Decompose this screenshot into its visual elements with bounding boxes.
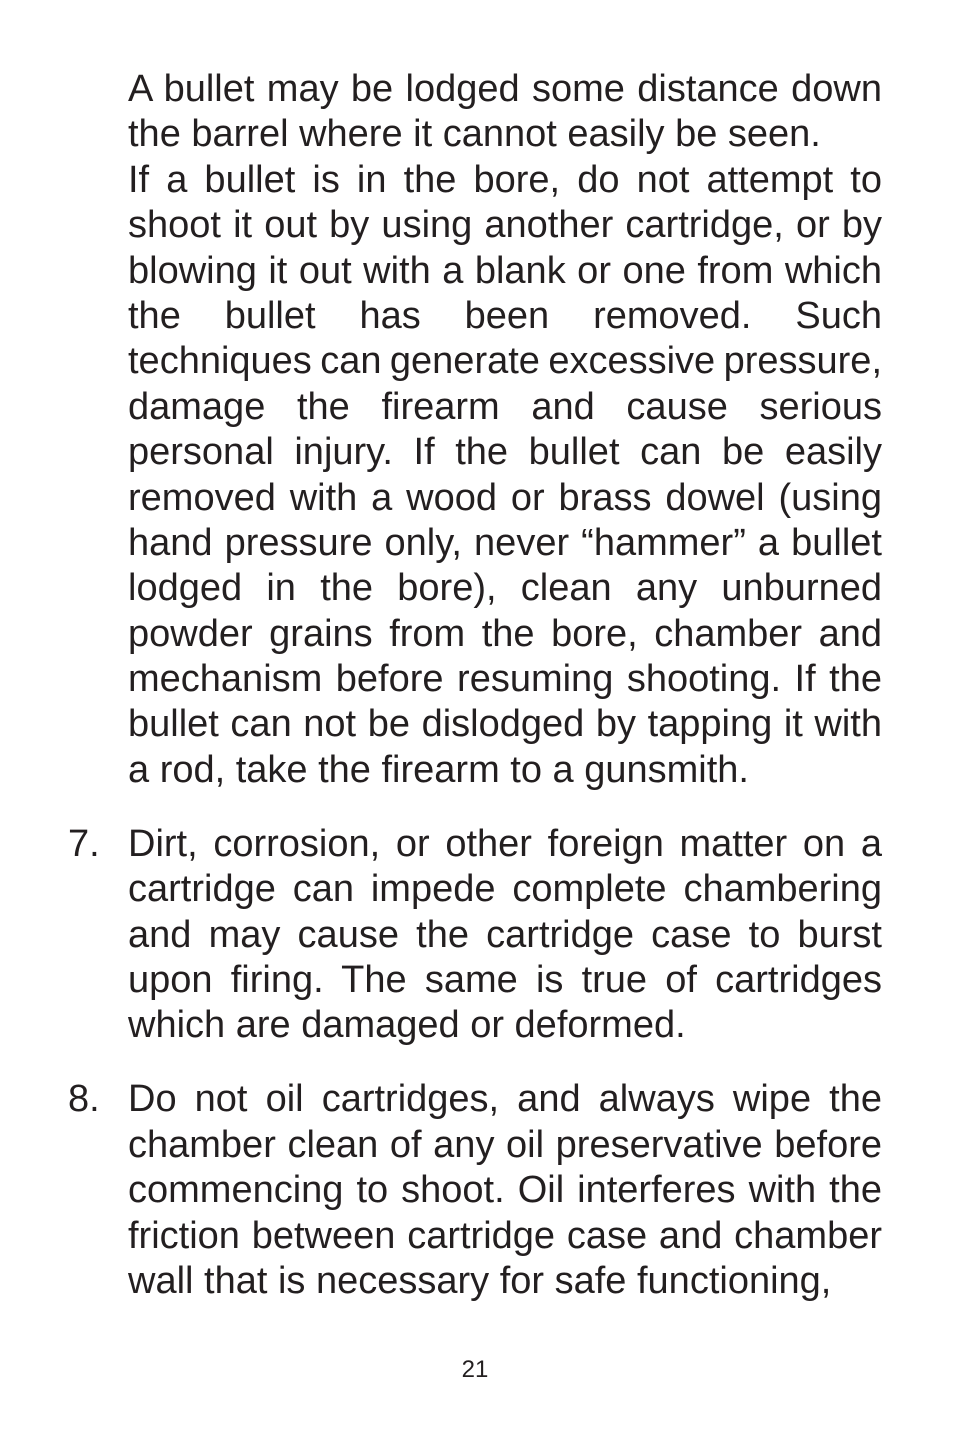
text-line: wall that is necessary for safe functioning, (128, 1259, 832, 1302)
text-line: powder grains from the bore, chamber and (128, 612, 882, 655)
text-line: chamber clean of any oil preservative before (128, 1123, 882, 1166)
text-line: A bullet may be lodged some distance down (128, 68, 882, 110)
text-line: cartridge can impede complete chambering (128, 868, 882, 911)
text-line: friction between cartridge case and chamber (128, 1214, 882, 1257)
text-line: upon firing. The same is true of cartridges (128, 959, 882, 1002)
text-line: commencing to shoot. Oil interferes with the (128, 1169, 882, 1212)
continued-list-item (128, 67, 882, 793)
text-line: the bullet has been removed. Such (128, 294, 882, 337)
text-line: shoot it out by using another cartridge, or by (128, 204, 882, 247)
list-item (68, 1077, 882, 1304)
text-line: removed with a wood or brass dowel (using (128, 476, 882, 519)
text-line: blowing it out with a blank or one from which (128, 249, 882, 292)
text-line: a rod, take the firearm to a gunsmith. (128, 748, 749, 791)
text-line: techniques can generate excessive pressure, (128, 340, 882, 383)
list-item (68, 822, 882, 1049)
text-line: damage the firearm and cause serious (128, 385, 882, 428)
list-item-number: 7. (68, 822, 100, 865)
text-line: Do not oil cartridges, and always wipe the (128, 1078, 882, 1121)
text-line: the barrel where it cannot easily be seen. (128, 113, 821, 156)
paragraph (128, 158, 882, 793)
text-line: which are damaged or deformed. (128, 1004, 686, 1047)
text-line: If a bullet is in the bore, do not attempt to (128, 158, 882, 201)
text-line: hand pressure only, never “hammer” a bullet (128, 521, 882, 564)
text-line: mechanism before resuming shooting. If the (128, 658, 882, 701)
paragraph (128, 67, 882, 158)
text-line: lodged in the bore), clean any unburned (128, 567, 882, 610)
page-number: 21 (461, 1356, 489, 1383)
text-line: personal injury. If the bullet can be easily (128, 431, 882, 474)
text-line: and may cause the cartridge case to burst (128, 913, 882, 956)
page-content (68, 67, 882, 1304)
text-line: Dirt, corrosion, or other foreign matter on a (128, 822, 882, 865)
list-item-number: 8. (68, 1078, 100, 1121)
text-line: bullet can not be dislodged by tapping it with (128, 703, 882, 746)
